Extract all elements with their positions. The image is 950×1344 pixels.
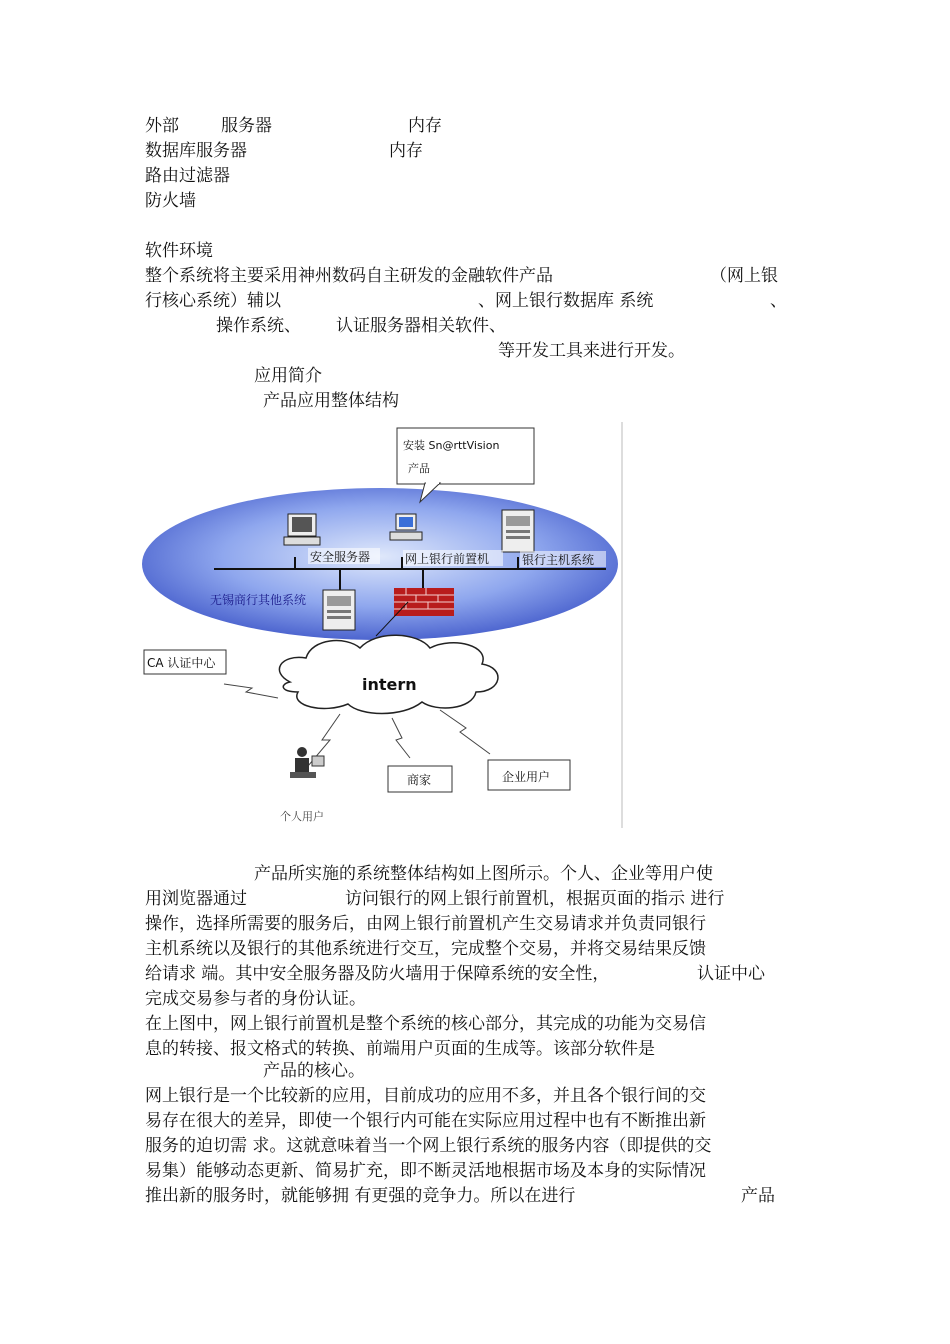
hw-db-memory-label: 内存 [389, 141, 423, 161]
other-systems-label: 无锡商行其他系统 [210, 593, 307, 607]
p3-line-2: 易存在很大的差异，即使一个银行内可能在实际应用过程中也有不断推出新 [145, 1111, 706, 1131]
firewall-icon [394, 588, 454, 616]
software-line-2a: 行核心系统）辅以 [145, 291, 281, 311]
hw-external-label: 外部 [145, 116, 179, 136]
callout-line-1: 安装 Sn@rttVision [403, 439, 500, 452]
p1-line-1: 产品所实施的系统整体结构如上图所示。个人、企业等用户使 [254, 864, 713, 884]
hw-db-server-label: 数据库服务器 [145, 141, 247, 161]
enterprise-user-label: 企业用户 [502, 770, 551, 784]
p1-line-4: 主机系统以及银行的其他系统进行交互，完成整个交易，并将交易结果反馈 [145, 939, 706, 959]
p2-line-3: 产品的核心。 [263, 1061, 365, 1081]
callout-line-2: 产品 [408, 462, 430, 475]
p3-line-1: 网上银行是一个比较新的应用，目前成功的应用不多，并且各个银行间的交 [145, 1086, 706, 1106]
software-line-2b: 、网上银行数据库 系统 [478, 291, 654, 311]
merchant-label: 商家 [407, 773, 432, 787]
architecture-diagram-svg [140, 422, 624, 828]
front-machine-label: 网上银行前置机 [405, 552, 490, 566]
hw-firewall-label: 防火墙 [145, 191, 196, 211]
software-line-3b: 认证服务器相关软件、 [336, 316, 506, 336]
p1-line-6: 完成交易参与者的身份认证。 [145, 989, 366, 1009]
p3-line-3: 服务的迫切需 求。这就意味着当一个网上银行系统的服务内容（即提供的交 [145, 1136, 712, 1156]
p1-line-2a: 用浏览器通过 [145, 889, 247, 909]
security-server-icon [284, 514, 320, 545]
hw-memory-label: 内存 [408, 116, 442, 136]
p2-line-2: 息的转接、报文格式的转换、前端用户页面的生成等。该部分软件是 [145, 1039, 655, 1059]
software-line-2c: 、 [770, 291, 787, 311]
software-line-4: 等开发工具来进行开发。 [498, 341, 685, 361]
p1-line-3: 操作，选择所需要的服务后，由网上银行前置机产生交易请求并负责同银行 [145, 914, 706, 934]
app-subheading: 产品应用整体结构 [263, 391, 399, 411]
p1-line-2b: 访问银行的网上银行前置机，根据页面的指示 进行 [345, 889, 725, 909]
p3-line-5b: 产品 [741, 1186, 775, 1206]
p1-line-5a: 给请求 端。其中安全服务器及防火墙用于保障系统的安全性， [145, 964, 610, 984]
p3-line-5a: 推出新的服务时，就能够拥 有更强的竞争力。所以在进行 [145, 1186, 576, 1206]
architecture-diagram [140, 422, 624, 828]
p1-line-5b: 认证中心 [697, 964, 765, 984]
p3-line-4: 易集）能够动态更新、简易扩充，即不断灵活地根据市场及本身的实际情况 [145, 1161, 706, 1181]
host-system-label: 银行主机系统 [522, 553, 595, 567]
software-line-1b: （网上银 [710, 266, 778, 286]
software-line-3a: 操作系统、 [216, 316, 301, 336]
app-heading: 应用简介 [254, 366, 322, 386]
software-line-1a: 整个系统将主要采用神州数码自主研发的金融软件产品 [145, 266, 553, 286]
security-server-label: 安全服务器 [310, 550, 371, 564]
hw-server-label: 服务器 [221, 116, 272, 136]
other-systems-icon [323, 590, 355, 630]
hw-router-label: 路由过滤器 [145, 166, 230, 186]
personal-user-label: 个人用户 [280, 810, 324, 823]
p2-line-1: 在上图中，网上银行前置机是整个系统的核心部分，其完成的功能为交易信 [145, 1014, 706, 1034]
ca-center-label: CA 认证中心 [147, 656, 216, 670]
host-system-icon [502, 510, 534, 552]
software-heading: 软件环境 [145, 241, 213, 261]
internet-label: intern [362, 675, 417, 694]
